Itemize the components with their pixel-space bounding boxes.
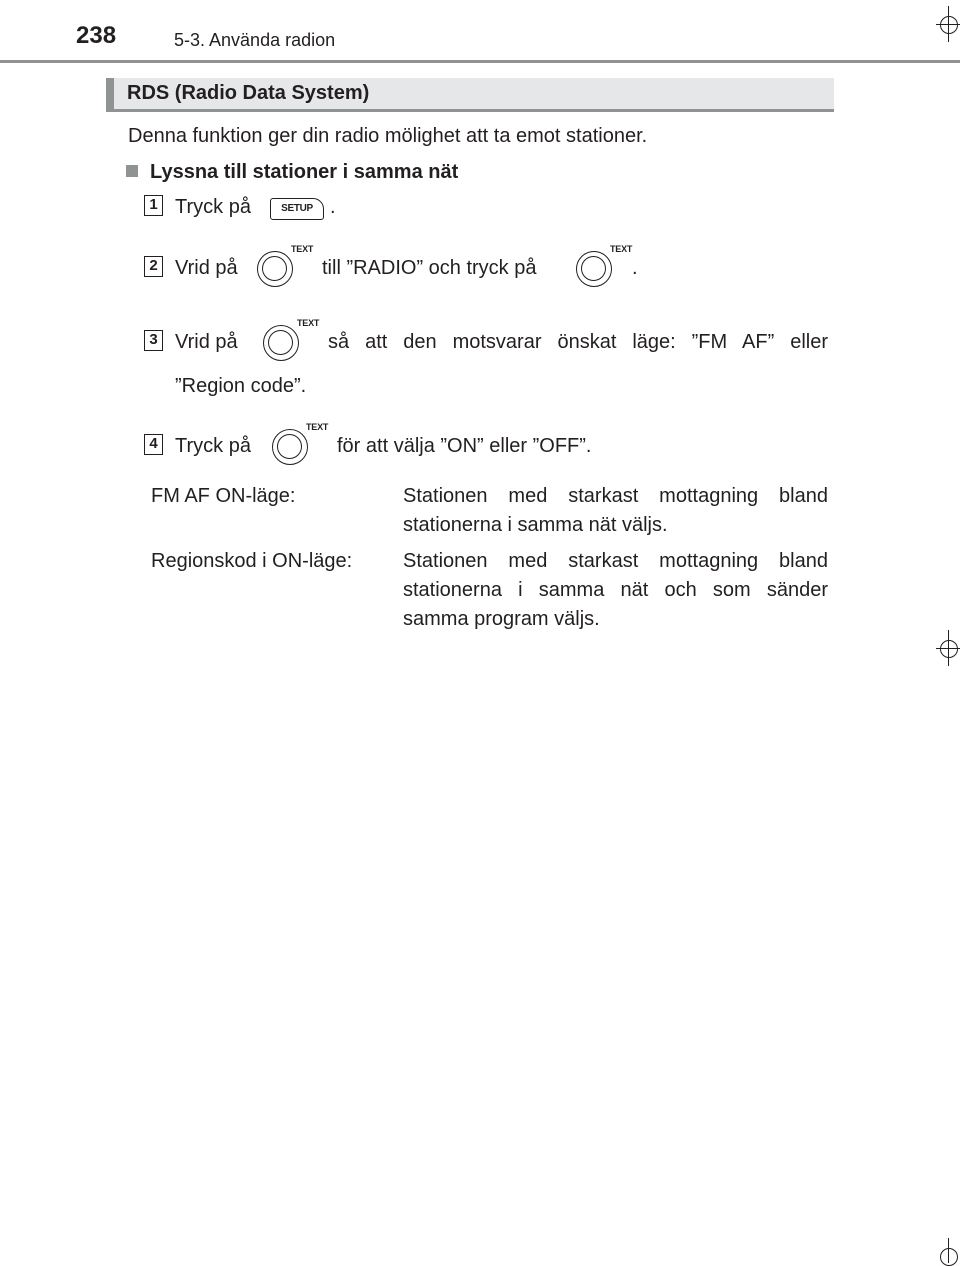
knob-label: TEXT [610, 244, 633, 254]
knob-label: TEXT [306, 422, 329, 432]
section-title-accent [106, 78, 114, 109]
tune-knob-icon [576, 251, 612, 287]
definition-text: Stationen med starkast mottagning bland [403, 485, 828, 507]
step-text: Tryck på [175, 435, 251, 457]
header-rule [0, 60, 960, 63]
step-text: Tryck på [175, 196, 251, 218]
definition-text: samma program väljs. [403, 608, 600, 630]
crop-mark-right-middle [936, 630, 960, 666]
step-number-badge: 4 [144, 434, 163, 455]
knob-label: TEXT [291, 244, 314, 254]
sub-heading [126, 158, 458, 187]
step-number-badge: 1 [144, 195, 163, 216]
crop-mark-bottom-right [936, 1238, 960, 1263]
step-text: ”Region code”. [175, 375, 307, 397]
step-text: för att välja ”ON” eller ”OFF”. [337, 435, 592, 457]
tune-knob-icon [272, 429, 308, 465]
definition-text: stationerna i samma nät och som sänder [403, 579, 828, 601]
intro-text: Denna funktion ger din radio mölighet att ta emot stationer. [128, 125, 648, 147]
setup-button-icon: SETUP [270, 198, 324, 220]
step-number-badge: 2 [144, 256, 163, 277]
step-text: Vrid på [175, 331, 238, 353]
definition-text: stationerna i samma nät väljs. [403, 514, 668, 536]
tune-knob-icon [257, 251, 293, 287]
section-reference: 5-3. Använda radion [174, 30, 336, 50]
tune-knob-icon [263, 325, 299, 361]
crop-mark-top-right [936, 6, 960, 42]
section-title-bar [106, 78, 834, 112]
square-bullet-icon [126, 165, 138, 177]
page-number: 238 [76, 22, 117, 49]
sub-heading-text: Lyssna till stationer i samma nät [150, 161, 459, 183]
definition-term: FM AF ON-läge: [151, 485, 296, 507]
step-text: så att den motsvarar önskat läge: ”FM AF” eller [328, 331, 828, 353]
step-number-badge: 3 [144, 330, 163, 351]
section-title: RDS (Radio Data System) [127, 82, 370, 104]
step-text: . [632, 257, 638, 279]
knob-label: TEXT [297, 318, 320, 328]
definition-text: Stationen med starkast mottagning bland [403, 550, 828, 572]
step-text: Vrid på [175, 257, 238, 279]
step-text: till ”RADIO” och tryck på [322, 257, 537, 279]
step-text: . [330, 196, 336, 218]
definition-term: Regionskod i ON-läge: [151, 550, 353, 572]
